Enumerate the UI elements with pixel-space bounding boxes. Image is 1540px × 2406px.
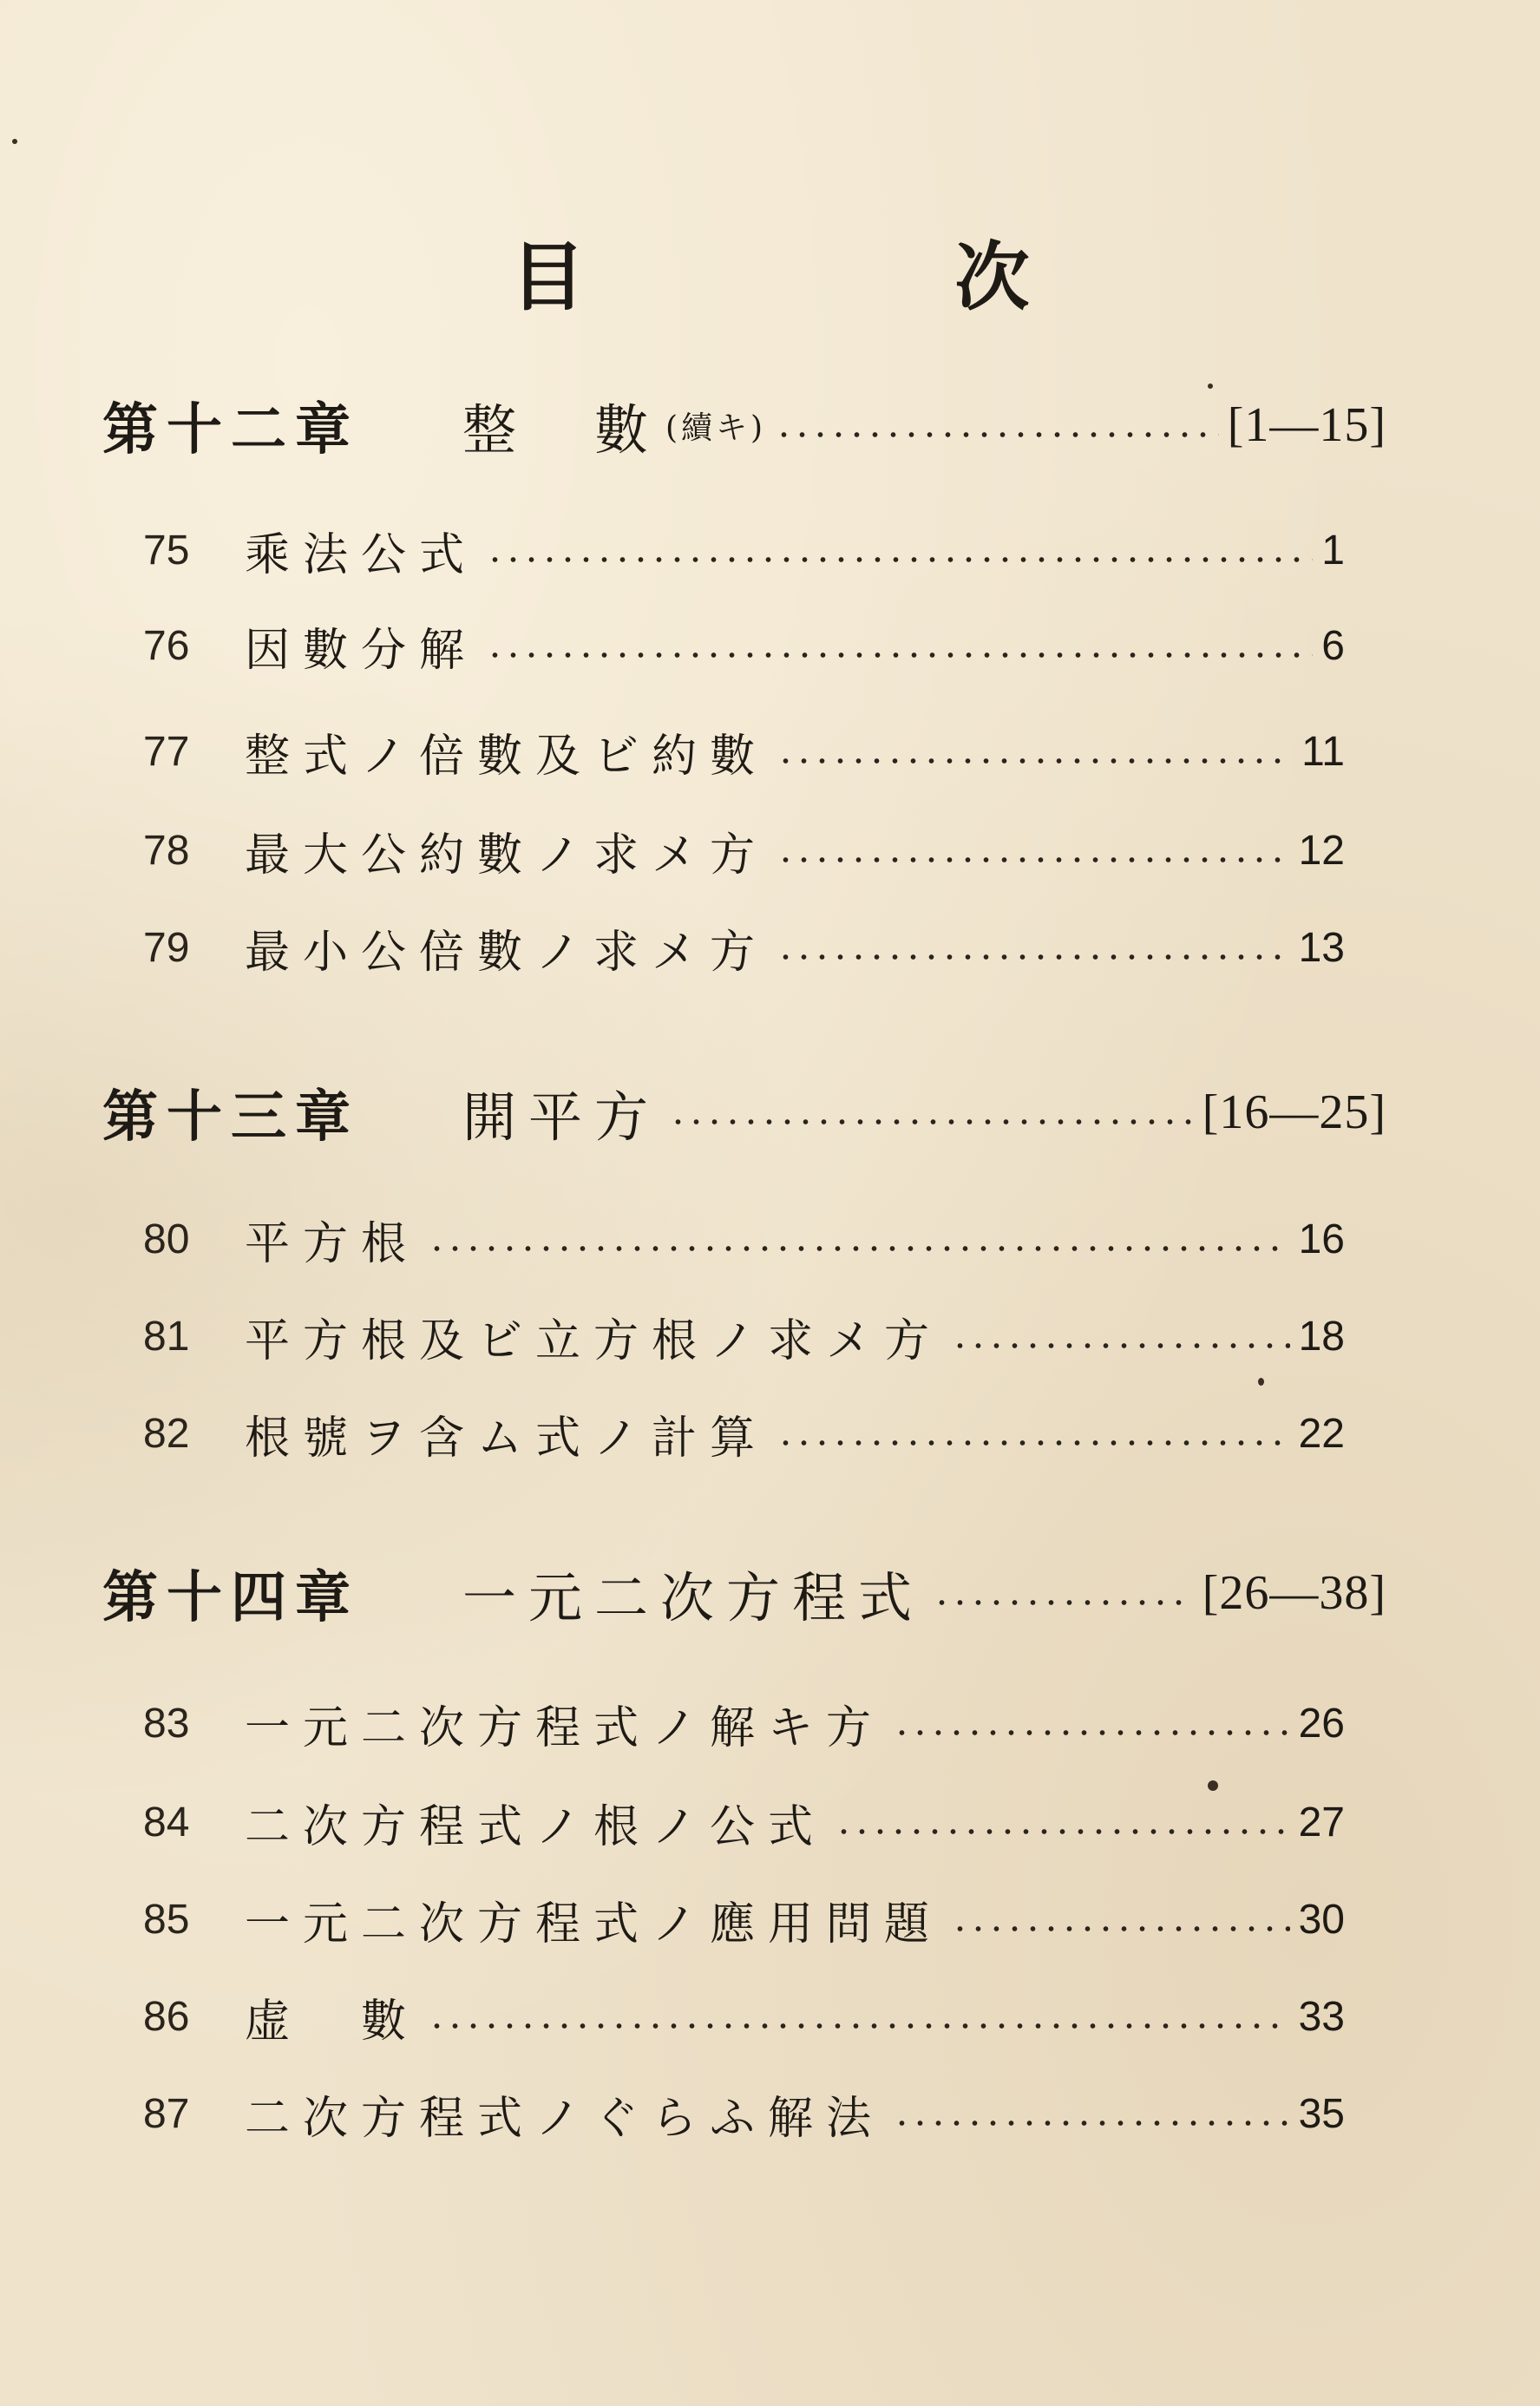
section-title: 二次方程式ノ根ノ公式: [245, 1800, 827, 1853]
section-number: 77: [143, 728, 190, 775]
section-number: 79: [143, 924, 190, 971]
toc-entry[interactable]: [143, 515, 1345, 585]
section-number: 80: [143, 1216, 190, 1262]
section-number: 76: [143, 622, 190, 669]
paper-speck: [1208, 1780, 1218, 1791]
toc-entry[interactable]: [143, 913, 1345, 982]
section-number: 81: [143, 1313, 190, 1360]
section-number: 82: [143, 1410, 190, 1457]
section-title: 一元二次方程式ノ應用問題: [245, 1898, 943, 1950]
section-page: 22: [1298, 1410, 1345, 1457]
page-title: 目 次: [510, 234, 1177, 321]
chapter-title: 一元二次方程式: [462, 1565, 925, 1629]
paper-speck: [12, 139, 17, 144]
chapter-title: 整 數: [462, 397, 661, 462]
section-page: 33: [1298, 1993, 1345, 2040]
toc-entry[interactable]: [143, 1204, 1345, 1274]
section-title: 二次方程式ノぐらふ解法: [245, 2092, 885, 2145]
section-number: 87: [143, 2090, 190, 2137]
chapter-heading[interactable]: [102, 382, 1386, 469]
section-page: 27: [1298, 1799, 1345, 1845]
toc-entry[interactable]: [143, 1787, 1345, 1857]
dot-leader: [775, 430, 1219, 439]
section-title: 平方根: [245, 1217, 420, 1270]
section-page: 26: [1298, 1700, 1345, 1747]
section-title: 整式ノ倍數及ビ約數: [245, 730, 769, 783]
chapter-page-range: [1—15]: [1227, 398, 1386, 452]
section-title: 最小公倍數ノ求メ方: [245, 926, 769, 979]
paper-speck: [1208, 384, 1213, 389]
section-title: 平方根及ビ立方根ノ求メ方: [245, 1314, 943, 1367]
chapter-heading[interactable]: [102, 1069, 1386, 1156]
section-title: 虚 數: [245, 1995, 420, 2048]
chapter-heading[interactable]: [102, 1550, 1386, 1636]
dot-leader: [951, 1924, 1290, 1933]
toc-entry[interactable]: [143, 1885, 1345, 1954]
dot-leader: [428, 2022, 1290, 2030]
section-page: 18: [1298, 1313, 1345, 1360]
section-title: 根號ヲ含ム式ノ計算: [245, 1412, 769, 1465]
dot-leader: [777, 1439, 1290, 1447]
dot-leader: [835, 1827, 1290, 1836]
toc-entry[interactable]: [143, 1399, 1345, 1468]
chapter-page-range: [26—38]: [1202, 1566, 1386, 1620]
dot-leader: [777, 953, 1290, 961]
section-number: 83: [143, 1700, 190, 1747]
toc-entry[interactable]: [143, 816, 1345, 885]
chapter-number: 第十四章: [102, 1566, 359, 1630]
section-number: 86: [143, 1993, 190, 2040]
section-page: 1: [1321, 527, 1345, 574]
section-number: 85: [143, 1896, 190, 1943]
section-title: 一元二次方程式ノ解キ方: [245, 1701, 885, 1754]
paper-speck: [1258, 1378, 1264, 1386]
chapter-number: 第十二章: [102, 398, 359, 462]
section-number: 75: [143, 527, 190, 574]
toc-entry[interactable]: [143, 611, 1345, 680]
dot-leader: [893, 2119, 1290, 2127]
dot-leader: [486, 555, 1313, 564]
dot-leader: [669, 1118, 1194, 1126]
dot-leader: [777, 856, 1290, 864]
chapter-page-range: [16—25]: [1202, 1085, 1386, 1139]
toc-entry[interactable]: [143, 1982, 1345, 2051]
section-page: 30: [1298, 1896, 1345, 1943]
section-page: 35: [1298, 2090, 1345, 2137]
section-page: 6: [1321, 622, 1345, 669]
dot-leader: [951, 1341, 1290, 1350]
dot-leader: [933, 1598, 1194, 1607]
chapter-title: 開平方: [462, 1085, 661, 1149]
chapter-number: 第十三章: [102, 1085, 359, 1150]
section-page: 16: [1298, 1216, 1345, 1262]
toc-entry[interactable]: [143, 717, 1345, 786]
dot-leader: [486, 651, 1313, 659]
toc-entry[interactable]: [143, 2079, 1345, 2148]
toc-entry[interactable]: [143, 1688, 1345, 1758]
dot-leader: [428, 1244, 1290, 1253]
section-number: 78: [143, 827, 190, 874]
dot-leader: [777, 757, 1293, 765]
toc-entry[interactable]: [143, 1301, 1345, 1371]
section-title: 最大公約數ノ求メ方: [245, 829, 769, 882]
section-number: 84: [143, 1799, 190, 1845]
section-page: 12: [1298, 827, 1345, 874]
dot-leader: [893, 1728, 1290, 1737]
section-title: 乘法公式: [245, 528, 478, 581]
chapter-note: (續キ): [665, 410, 767, 446]
section-page: 13: [1298, 924, 1345, 971]
section-page: 11: [1301, 728, 1345, 775]
section-title: 因數分解: [245, 624, 478, 677]
